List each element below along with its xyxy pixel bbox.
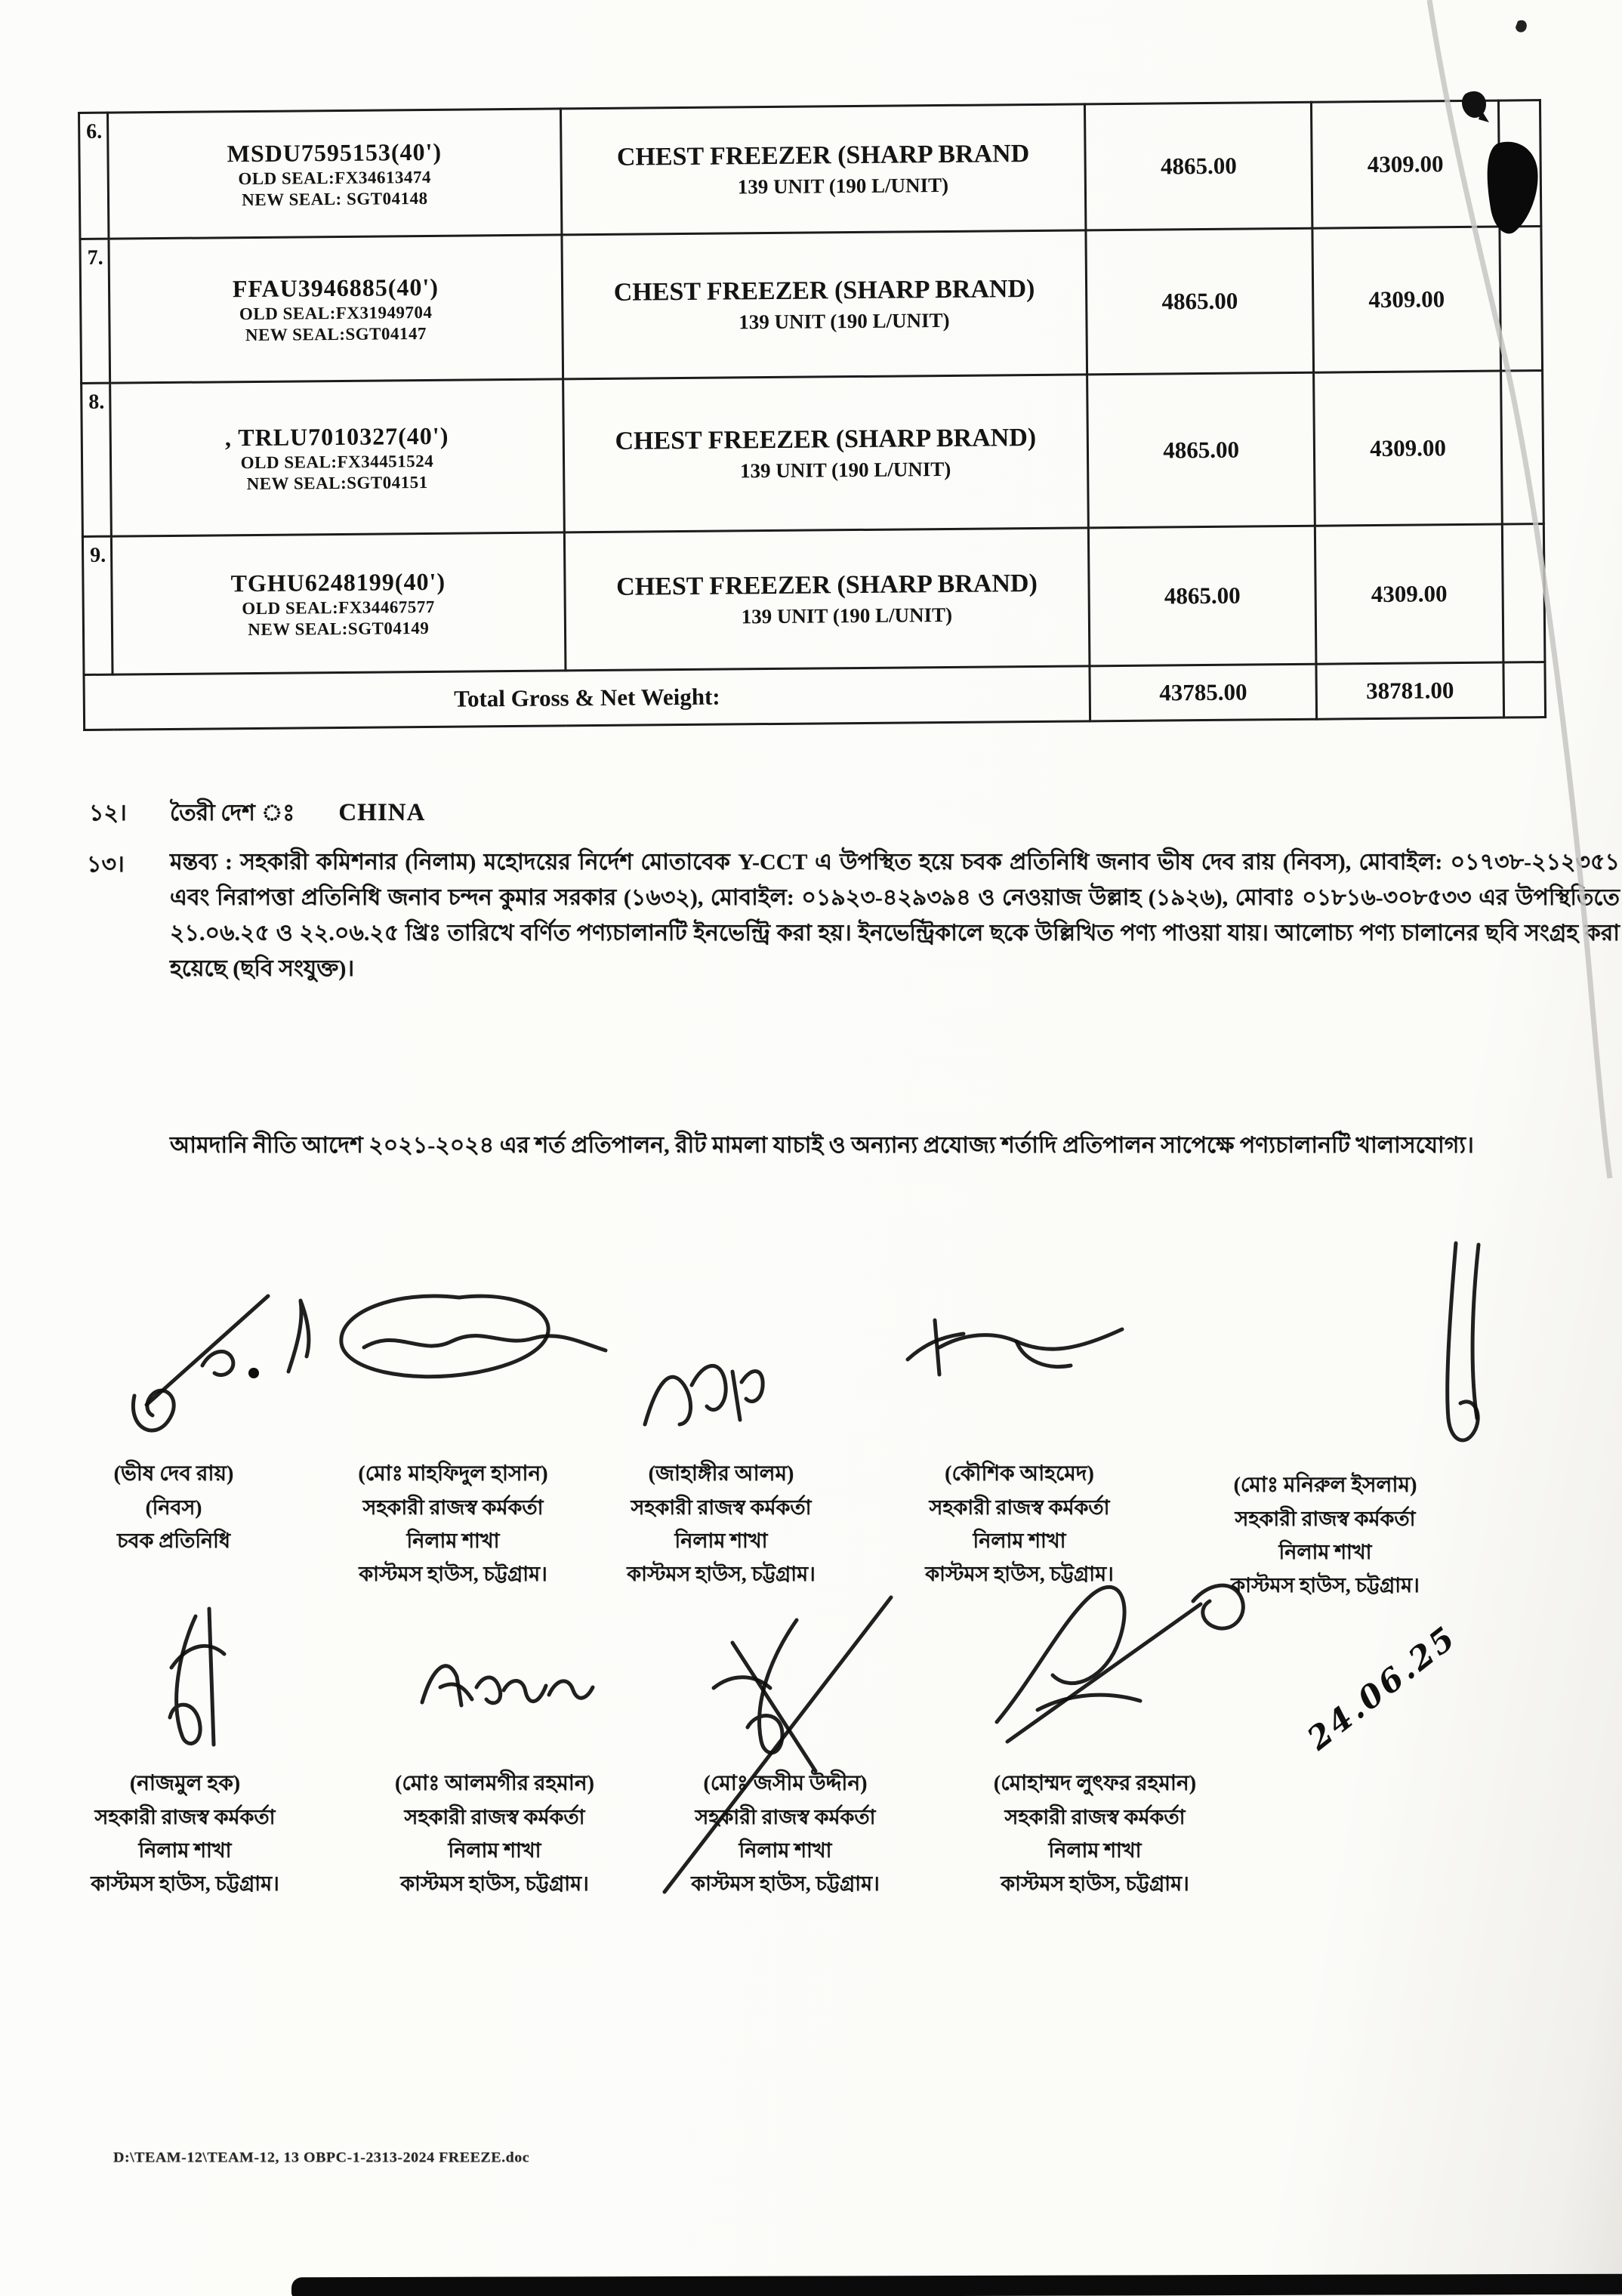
container-cell	[110, 379, 564, 536]
signature-block-jasim-uddin	[649, 1767, 921, 1900]
signer-name: (কৌশিক আহমেদ)	[945, 1462, 1094, 1486]
signer-name: (মোঃ মনিরুল ইসলাম)	[1233, 1474, 1417, 1497]
signature-nazmul-haque	[140, 1600, 253, 1766]
signer-office: কাস্টমস হাউস, চট্টগ্রাম।	[1231, 1574, 1420, 1597]
signer-branch: নিলাম শাখা	[406, 1529, 500, 1552]
table-row	[80, 227, 1543, 384]
scan-black-bar	[291, 2274, 1622, 2296]
new-seal: NEW SEAL: SGT04148	[242, 188, 428, 209]
goods-description: CHEST FREEZER (SHARP BRAND)	[613, 274, 1035, 307]
net-weight: 4309.00	[1312, 227, 1501, 372]
signer-title: সহকারী রাজস্ব কর্মকর্তা	[1235, 1508, 1416, 1530]
signer-name: (জাহাঙ্গীর আলম)	[648, 1462, 794, 1486]
signer-title: সহকারী রাজস্ব কর্মকর্তা	[404, 1806, 585, 1828]
container-number: MSDU7595153(40')	[227, 137, 443, 167]
release-paragraph: আমদানি নীতি আদেশ ২০২১-২০২৪ এর শর্ত প্রতিপালন, রীট মামলা যাচাই ও অন্যান্য প্রযোজ্য শর্তাদি প্রতিপালন সাপেক্ষে পণ্যচালানটি খালাসযোগ্য।	[170, 1133, 1474, 1158]
signer-office: কাস্টমস হাউস, চট্টগ্রাম।	[91, 1872, 279, 1895]
description-cell	[560, 104, 1086, 235]
signer-line: চবক প্রতিনিধি	[116, 1529, 231, 1552]
remarks-paragraph: মন্তব্য : সহকারী কমিশনার (নিলাম) মহোদয়ের নির্দেশ মোতাবেক Y-CCT এ উপস্থিত হয়ে চবক প্রতিনিধি জনাব ভীষ দেব রায় (নিবস), মোবাইল: ০১৭৩৮-২১২৩৫১ এবং নিরাপত্তা প্রতিনিধি জনাব চন্দন কুমার সরকার (১৬৩২), মোবাইল: ০১৯২৩-৪২৯৩৯৪ ও নেওয়াজ উল্লাহ (১৯২৬), মোবাঃ ০১৮১৬-৩০৮৫৩৩ এর উপস্থিতিতে ২১.০৬.২৫ ও ২২.০৬.২৫ খ্রিঃ তারিখে বর্ণিত পণ্যচালানটি ইনভেন্ট্রি করা হয়। ইনভেন্ট্রিকালে ছকে উল্লিখিত পণ্য পাওয়া যায়। আলোচ্য পণ্য চালানের ছবি সংগ্রহ করা হয়েছে (ছবি সংযুক্ত)।	[170, 850, 1620, 981]
signer-office: কাস্টমস হাউস, চট্টগ্রাম।	[691, 1872, 880, 1895]
signature-bhish-deb-ray	[113, 1275, 340, 1464]
gross-weight: 4865.00	[1086, 228, 1313, 375]
gross-weight: 4865.00	[1089, 526, 1316, 666]
signer-office: কাস্টমস হাউস, চট্টগ্রাম।	[1001, 1872, 1189, 1895]
empty-cell	[1502, 524, 1545, 662]
goods-description: CHEST FREEZER (SHARP BRAND)	[616, 569, 1038, 601]
table-row	[82, 371, 1544, 537]
gross-weight: 4865.00	[1087, 372, 1315, 528]
signer-title: সহকারী রাজস্ব কর্মকর্তা	[631, 1496, 812, 1519]
signer-branch: নিলাম শাখা	[973, 1529, 1066, 1552]
row-serial: 9.	[82, 536, 113, 674]
table-total-row	[84, 662, 1546, 730]
signature-block-jahangir-alam	[589, 1458, 853, 1591]
file-path-footer: D:\TEAM-12\TEAM-12, 13 OBPC-1-2313-2024 FREEZE.doc	[113, 2149, 530, 2166]
row-serial: 6.	[79, 113, 109, 239]
country-of-origin-row	[170, 795, 425, 833]
signer-office: কাস্টমস হাউস, চট্টগ্রাম।	[400, 1872, 589, 1895]
signature-alamgir-rahman	[412, 1633, 600, 1724]
signature-block-lutfor-rahman	[944, 1767, 1246, 1900]
signer-name: (মোঃ জসীম উদ্দীন)	[703, 1772, 868, 1795]
description-cell	[563, 375, 1088, 532]
empty-cell	[1503, 662, 1546, 718]
container-cell	[109, 235, 563, 383]
signature-block-nazmul-haque	[72, 1767, 298, 1900]
goods-quantity: 139 UNIT (190 L/UNIT)	[739, 308, 950, 333]
country-value: CHINA	[338, 799, 426, 826]
signer-branch: নিলাম শাখা	[739, 1839, 832, 1862]
signer-branch: নিলাম শাখা	[674, 1529, 768, 1552]
item-number-13: ১৩।	[87, 852, 125, 877]
empty-cell	[1501, 371, 1544, 524]
signer-name: (ভীষ দেব রায়)	[113, 1462, 234, 1486]
signer-office: কাস্টমস হাউস, চট্টগ্রাম।	[359, 1563, 547, 1585]
container-number: FFAU3946885(40')	[232, 273, 439, 302]
signature-block-bhish-deb-ray	[68, 1458, 279, 1557]
empty-cell	[1498, 100, 1540, 227]
table-row	[82, 524, 1545, 675]
description-cell	[564, 528, 1090, 671]
signer-title: সহকারী রাজস্ব কর্মকর্তা	[1004, 1806, 1186, 1828]
net-weight: 4309.00	[1314, 371, 1503, 526]
signer-branch: নিলাম শাখা	[1048, 1839, 1142, 1862]
gross-weight: 4865.00	[1085, 102, 1312, 230]
signer-name: (মোহাম্মদ লুৎফর রহমান)	[993, 1772, 1197, 1795]
signer-name: (মোঃ মাহফিদুল হাসান)	[358, 1462, 548, 1486]
signature-block-mahfidul-hasan	[317, 1458, 589, 1591]
goods-description: CHEST FREEZER (SHARP BRAND	[616, 139, 1030, 171]
signer-office: কাস্টমস হাউস, চট্টগ্রাম।	[627, 1563, 816, 1585]
container-cell	[111, 532, 565, 674]
item-number-12: ১২।	[89, 801, 127, 826]
net-weight: 4309.00	[1315, 524, 1503, 664]
new-seal: NEW SEAL:SGT04151	[246, 472, 428, 493]
row-serial: 8.	[82, 383, 112, 536]
container-number: , TRLU7010327(40')	[224, 421, 449, 451]
signer-name: (মোঃ আলমগীর রহমান)	[395, 1772, 594, 1795]
signer-line: (নিবস)	[145, 1496, 202, 1519]
container-number: TGHU6248199(40')	[230, 567, 446, 597]
signer-branch: নিলাম শাখা	[1278, 1541, 1372, 1563]
goods-quantity: 139 UNIT (190 L/UNIT)	[741, 603, 953, 628]
signer-branch: নিলাম শাখা	[138, 1839, 232, 1862]
signature-mahfidul-hasan	[325, 1284, 627, 1397]
new-seal: NEW SEAL:SGT04147	[245, 323, 427, 344]
empty-cell	[1500, 227, 1543, 371]
new-seal: NEW SEAL:SGT04149	[248, 618, 430, 639]
signer-title: সহকারী রাজস্ব কর্মকর্তা	[929, 1496, 1110, 1519]
table-row	[79, 100, 1541, 239]
old-seal: OLD SEAL:FX34451524	[240, 451, 434, 472]
net-weight: 4309.00	[1312, 100, 1500, 228]
signer-title: সহকারী রাজস্ব কর্মকর্তা	[94, 1806, 276, 1828]
goods-quantity: 139 UNIT (190 L/UNIT)	[737, 173, 949, 198]
old-seal: OLD SEAL:FX31949704	[239, 302, 433, 323]
signer-office: কাস্টমস হাউস, চট্টগ্রাম।	[925, 1563, 1114, 1585]
ink-speck	[1516, 20, 1527, 32]
signer-branch: নিলাম শাখা	[448, 1839, 541, 1862]
container-cell	[108, 109, 562, 239]
total-net-weight: 38781.00	[1316, 662, 1504, 719]
goods-description: CHEST FREEZER (SHARP BRAND)	[615, 423, 1037, 455]
signer-title: সহকারী রাজস্ব কর্মকর্তা	[695, 1806, 876, 1828]
signature-monirul-islam	[1406, 1233, 1519, 1459]
old-seal: OLD SEAL:FX34613474	[238, 167, 431, 188]
signature-kaushik-ahmed	[891, 1301, 1140, 1391]
row-serial: 7.	[80, 239, 110, 383]
country-label: তৈরী দেশ ঃ	[170, 801, 295, 826]
handwritten-date: 24.06.25	[1300, 1618, 1464, 1757]
signer-title: সহকারী রাজস্ব কর্মকর্তা	[362, 1496, 544, 1519]
signature-jahangir-alam	[627, 1335, 785, 1449]
total-gross-weight: 43785.00	[1090, 664, 1316, 721]
goods-table	[78, 99, 1546, 731]
old-seal: OLD SEAL:FX34467577	[242, 597, 435, 618]
signer-name: (নাজমুল হক)	[129, 1772, 241, 1795]
signature-block-alamgir-rahman	[359, 1767, 631, 1900]
goods-quantity: 139 UNIT (190 L/UNIT)	[739, 457, 951, 482]
description-cell	[562, 230, 1087, 379]
total-label: Total Gross & Net Weight:	[84, 666, 1090, 730]
